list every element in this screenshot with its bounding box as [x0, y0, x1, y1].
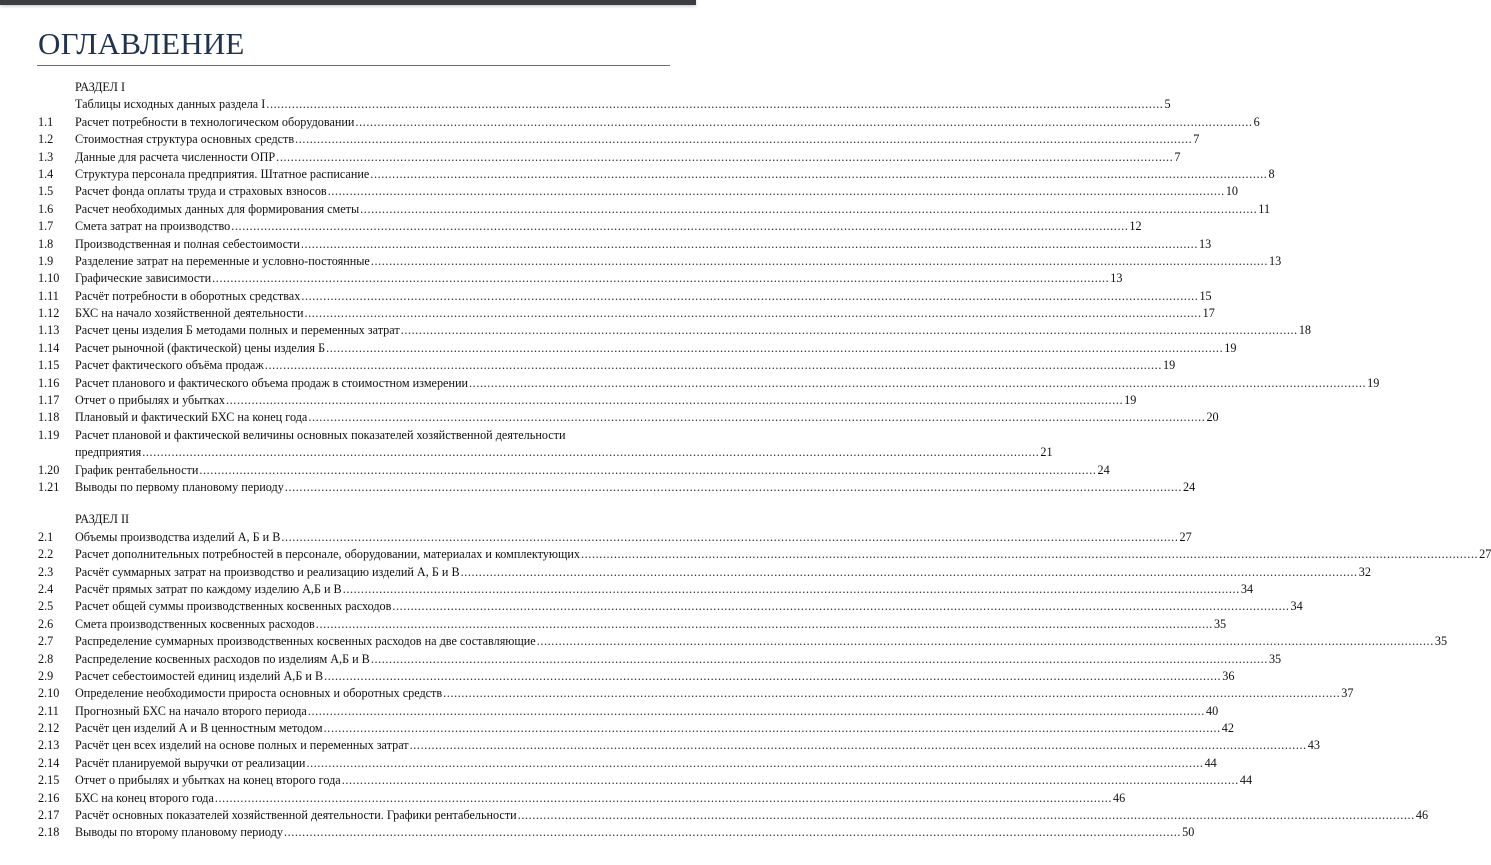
toc-entry-page: 15 [1199, 288, 1212, 303]
toc-entry-number: 1.20 [38, 462, 60, 477]
toc-entry-page: 46 [1415, 808, 1429, 823]
toc-entry-number: 1.16 [38, 375, 60, 390]
toc-entry-number: 1.4 [38, 166, 54, 181]
dot-leader [343, 581, 1240, 598]
toc-entry[interactable] [38, 218, 1142, 235]
dot-leader [281, 529, 1178, 546]
toc-entry[interactable] [38, 479, 1196, 496]
dot-leader [306, 755, 1203, 772]
dot-leader [324, 720, 1221, 737]
toc-entry-title: Данные для расчета численности ОПР [75, 149, 276, 164]
toc-entry[interactable] [38, 581, 1254, 598]
toc-entry[interactable] [38, 288, 1212, 305]
toc-entry-title: Расчёт планируемой выручки от реализации [75, 755, 306, 770]
dot-leader [301, 236, 1198, 253]
dot-leader [370, 166, 1267, 183]
toc-entry-page: 46 [1113, 790, 1126, 805]
toc-entry-number: 1.3 [38, 149, 54, 164]
toc-entry-number: 1.6 [38, 201, 54, 216]
toc-entry-page: 24 [1182, 480, 1196, 495]
dot-leader [355, 114, 1252, 131]
toc-entry-number: 1.8 [38, 236, 54, 251]
toc-entry-number: 2.7 [38, 634, 54, 649]
toc-entry[interactable] [38, 703, 1219, 720]
toc-entry-title: Расчет плановой и фактической величины основных показателей хозяйственной деятельности [75, 427, 566, 442]
toc-entry-page: 35 [1268, 651, 1282, 666]
toc-entry-number: 1.13 [38, 323, 60, 338]
toc-entry-title: Расчет фактического объёма продаж [75, 358, 264, 373]
toc-entry-number: 1.5 [38, 184, 54, 199]
toc-entry[interactable] [38, 270, 1123, 287]
toc-entry-title: Структура персонала предприятия. Штатное расписание [75, 166, 370, 181]
toc-entry-page: 24 [1097, 462, 1110, 477]
toc-entry-number: 1.19 [38, 427, 60, 442]
toc-entry[interactable] [38, 166, 1275, 183]
toc-entry-number: 1.14 [38, 340, 60, 355]
toc-entry-page: 19 [1367, 375, 1380, 390]
page-title: ОГЛАВЛЕНИЕ [38, 26, 245, 61]
toc-entry-number: 2.14 [38, 755, 60, 770]
toc-entry-page: 13 [1198, 236, 1212, 251]
dot-leader [301, 288, 1198, 305]
toc-entry-title: Расчет потребности в технологическом оборудовании [75, 114, 355, 129]
toc-entry[interactable] [38, 375, 1380, 392]
toc-entry[interactable] [38, 685, 1354, 702]
toc-entry-page: 6 [1253, 114, 1260, 129]
window-top-bar [0, 0, 696, 5]
toc-entry-title: Расчет цены изделия Б методами полных и переменных затрат [75, 323, 400, 338]
dot-leader [324, 668, 1221, 685]
toc-entry-title: Графические зависимости [75, 271, 212, 286]
toc-entry-page: 44 [1239, 773, 1253, 788]
toc-entry-title: БХС на начало хозяйственной деятельности [75, 306, 304, 321]
dot-leader [266, 96, 1163, 113]
dot-leader [199, 462, 1096, 479]
dot-leader [371, 253, 1268, 270]
toc-entry-number: 1.21 [38, 480, 60, 495]
toc-entry-title: Расчет общей суммы производственных косвенных расходов [75, 599, 392, 614]
toc-entry-title: Расчет фонда оплаты труда и страховых взносов [75, 184, 327, 199]
dot-leader [360, 201, 1257, 218]
toc-entry[interactable] [38, 824, 1195, 841]
toc-entry-title: Разделение затрат на переменные и условно-постоянные [75, 253, 370, 268]
toc-entry[interactable] [38, 790, 1126, 807]
dot-leader [342, 772, 1239, 789]
toc-entry-page: 27 [1479, 547, 1491, 562]
dot-leader [410, 737, 1307, 754]
toc-entry-page: 13 [1268, 253, 1282, 268]
dot-leader [581, 546, 1478, 563]
dot-leader [326, 340, 1223, 357]
toc-entry-title: Прогнозный БХС на начало второго периода [75, 703, 307, 718]
toc-entry[interactable] [38, 737, 1320, 754]
toc-entry-page: 10 [1225, 184, 1239, 199]
toc-entry-number: 1.7 [38, 219, 54, 234]
toc-entry-title: Производственная и полная себестоимости [75, 236, 300, 251]
dot-leader [276, 149, 1173, 166]
toc-entry-title: Расчёт суммарных затрат на производство и реализацию изделий А, Б и В [75, 564, 460, 579]
toc-entry-number: 2.3 [38, 564, 54, 579]
dot-leader [518, 807, 1415, 824]
toc-entry-title: Смета производственных косвенных расходов [75, 616, 315, 631]
dot-leader [285, 479, 1182, 496]
toc-entry[interactable] [38, 409, 1219, 426]
toc-entry-number: 1.2 [38, 132, 54, 147]
toc-entry[interactable] [38, 529, 1192, 546]
toc-entry-page: 19 [1162, 358, 1176, 373]
toc-entry[interactable] [38, 720, 1234, 737]
dot-leader [295, 131, 1192, 148]
toc-entry[interactable] [38, 807, 1429, 824]
toc-entry-number: 2.17 [38, 808, 60, 823]
toc-entry[interactable] [38, 201, 1271, 218]
toc-entry[interactable] [38, 149, 1181, 166]
toc-entry[interactable] [38, 340, 1237, 357]
toc-entry[interactable] [38, 651, 1282, 668]
dot-leader [308, 703, 1205, 720]
toc-entry-number: 2.15 [38, 773, 60, 788]
dot-leader [401, 322, 1298, 339]
toc-entry-page: 13 [1110, 271, 1123, 286]
toc-entry-page: 42 [1221, 721, 1234, 736]
toc-entry-title: Распределение косвенных расходов по изделиям А,Б и В [75, 651, 370, 666]
toc-entry-page: 40 [1205, 703, 1219, 718]
toc-entry-page: 12 [1129, 219, 1142, 234]
toc-entry-page: 36 [1222, 668, 1235, 683]
toc-entry-title: Отчет о прибылях и убытках на конец второго года [75, 773, 341, 788]
toc-entry-page: 7 [1193, 132, 1200, 147]
toc-entry[interactable] [38, 427, 1053, 462]
toc-entry-number: 1.18 [38, 410, 60, 425]
toc-entry-page: 35 [1213, 616, 1227, 631]
toc-entry[interactable] [38, 131, 1200, 148]
dot-leader [226, 392, 1123, 409]
toc-entry[interactable] [38, 305, 1215, 322]
toc-entry-page: 44 [1204, 755, 1217, 770]
toc-entry-page: 50 [1182, 825, 1195, 840]
toc-entry[interactable] [38, 183, 1239, 200]
toc-entry-title: Расчет необходимых данных для формирования сметы [75, 201, 360, 216]
toc-entry[interactable] [38, 633, 1448, 650]
toc-entry-page: 43 [1307, 738, 1320, 753]
toc-entry-title: Расчёт прямых затрат по каждому изделию А,Б и В [75, 581, 342, 596]
dot-leader [265, 357, 1162, 374]
toc-entry-number: 2.16 [38, 790, 60, 805]
dot-leader [328, 183, 1225, 200]
toc-entry-title-continued: предприятия [75, 445, 142, 460]
toc-entry[interactable] [38, 668, 1235, 685]
toc-entry[interactable] [38, 236, 1212, 253]
toc-entry-title: Стоимостная структура основных средств [75, 132, 295, 147]
toc-entry[interactable] [38, 616, 1227, 633]
toc-entry-page: 7 [1174, 149, 1181, 164]
toc-entry-title: Расчёт цен изделий А и В ценностным методом [75, 721, 323, 736]
toc-entry[interactable] [38, 755, 1217, 772]
toc-entry-page: 34 [1240, 581, 1254, 596]
toc-entry-title: Выводы по первому плановому периоду [75, 480, 284, 495]
toc-entry-title: Определение необходимости прироста основных и оборотных средств [75, 686, 443, 701]
toc-entry-title: БХС на конец второго года [75, 790, 214, 805]
toc-entry[interactable] [38, 546, 1491, 563]
toc-entry[interactable] [38, 564, 1371, 581]
dot-leader [212, 270, 1109, 287]
dot-leader [316, 616, 1213, 633]
toc-entry-number: 2.4 [38, 581, 54, 596]
toc-entry-number: 1.12 [38, 306, 60, 321]
dot-leader [284, 824, 1181, 841]
dot-leader [308, 409, 1205, 426]
toc-entry-page: 34 [1290, 599, 1303, 614]
toc-entry-number: 2.5 [38, 599, 54, 614]
toc-entry-number: 2.8 [38, 651, 54, 666]
toc-entry-number: 1.9 [38, 253, 54, 268]
toc-entry-title: Таблицы исходных данных раздела I [75, 97, 266, 112]
toc-entry-title: Отчет о прибылях и убытках [75, 393, 225, 408]
toc-entry-page: 20 [1206, 410, 1219, 425]
toc-entry[interactable] [38, 462, 1110, 479]
table-of-contents [38, 79, 1491, 842]
toc-entry-page: 32 [1358, 564, 1371, 579]
dot-leader [392, 598, 1289, 615]
toc-entry-number: 1.10 [38, 271, 60, 286]
toc-entry-title: Расчет себестоимостей единиц изделий А,Б и В [75, 668, 324, 683]
dot-leader [215, 790, 1112, 807]
toc-entry[interactable] [38, 772, 1253, 789]
toc-entry-number: 1.1 [38, 114, 54, 129]
toc-entry-title: Расчёт основных показателей хозяйственной деятельности. Графики рентабельности [75, 808, 517, 823]
toc-entry-number: 2.18 [38, 825, 60, 840]
dot-leader [371, 651, 1268, 668]
dot-leader [469, 375, 1366, 392]
section-gap [38, 496, 670, 511]
dot-leader [443, 685, 1340, 702]
toc-entry[interactable] [38, 357, 1176, 374]
toc-entry-number: 1.17 [38, 393, 60, 408]
toc-entry-title: Расчёт цен всех изделий на основе полных и переменных затрат [75, 738, 409, 753]
toc-entry-title: Расчет дополнительных потребностей в персонале, оборудовании, материалах и комплектующих [75, 547, 580, 562]
section-heading[interactable]: РАЗДЕЛ II [75, 512, 130, 527]
toc-entry-title: Смета затрат на производство [75, 219, 231, 234]
dot-leader [304, 305, 1201, 322]
toc-entry-number: 1.15 [38, 358, 60, 373]
toc-entry-page: 18 [1298, 323, 1312, 338]
toc-entry[interactable] [38, 598, 1303, 615]
toc-entry[interactable] [38, 253, 1282, 270]
toc-entry-title: Расчет рыночной (фактической) цены изделия Б [75, 340, 326, 355]
toc-entry-page: 27 [1179, 529, 1192, 544]
toc-entry-page: 11 [1258, 201, 1271, 216]
title-underline [37, 65, 670, 66]
toc-entry-number: 2.13 [38, 738, 60, 753]
toc-entry-page: 19 [1124, 393, 1137, 408]
section-heading[interactable]: РАЗДЕЛ I [75, 80, 126, 94]
dot-leader [537, 633, 1434, 650]
toc-entry-number: 2.6 [38, 616, 54, 631]
toc-entry-page: 5 [1164, 97, 1171, 112]
toc-entry-page: 21 [1040, 445, 1053, 460]
dot-leader [461, 564, 1358, 581]
toc-entry-number: 2.9 [38, 668, 54, 683]
toc-entry-number: 2.2 [38, 547, 54, 562]
toc-entry-page: 17 [1202, 306, 1215, 321]
toc-entry-number: 2.10 [38, 686, 60, 701]
toc-entry-page: 19 [1224, 340, 1237, 355]
toc-entry-number: 2.12 [38, 721, 60, 736]
toc-entry-title: График рентабельности [75, 462, 199, 477]
toc-entry[interactable] [38, 96, 1171, 113]
toc-entry-number: 2.11 [38, 703, 59, 718]
toc-entry-title: Расчет планового и фактического объема продаж в стоимостном измерении [75, 375, 469, 390]
toc-entry-page: 37 [1341, 686, 1354, 701]
toc-entry[interactable] [38, 322, 1312, 339]
dot-leader [142, 444, 1039, 461]
dot-leader [231, 218, 1128, 235]
toc-entry-page: 35 [1434, 634, 1448, 649]
toc-entry[interactable] [38, 114, 1260, 131]
toc-entry-number: 1.11 [38, 288, 59, 303]
toc-entry-page: 8 [1268, 166, 1275, 181]
toc-entry-number: 2.1 [38, 529, 54, 544]
toc-entry[interactable] [38, 392, 1137, 409]
toc-entry-title: Расчёт потребности в оборотных средствах [75, 288, 301, 303]
toc-entry-title: Выводы по второму плановому периоду [75, 825, 283, 840]
toc-entry-title: Распределение суммарных производственных косвенных расходов на две составляющие [75, 634, 536, 649]
toc-entry-title: Объемы производства изделий А, Б и В [75, 529, 281, 544]
toc-entry-title: Плановый и фактический БХС на конец года [75, 410, 308, 425]
